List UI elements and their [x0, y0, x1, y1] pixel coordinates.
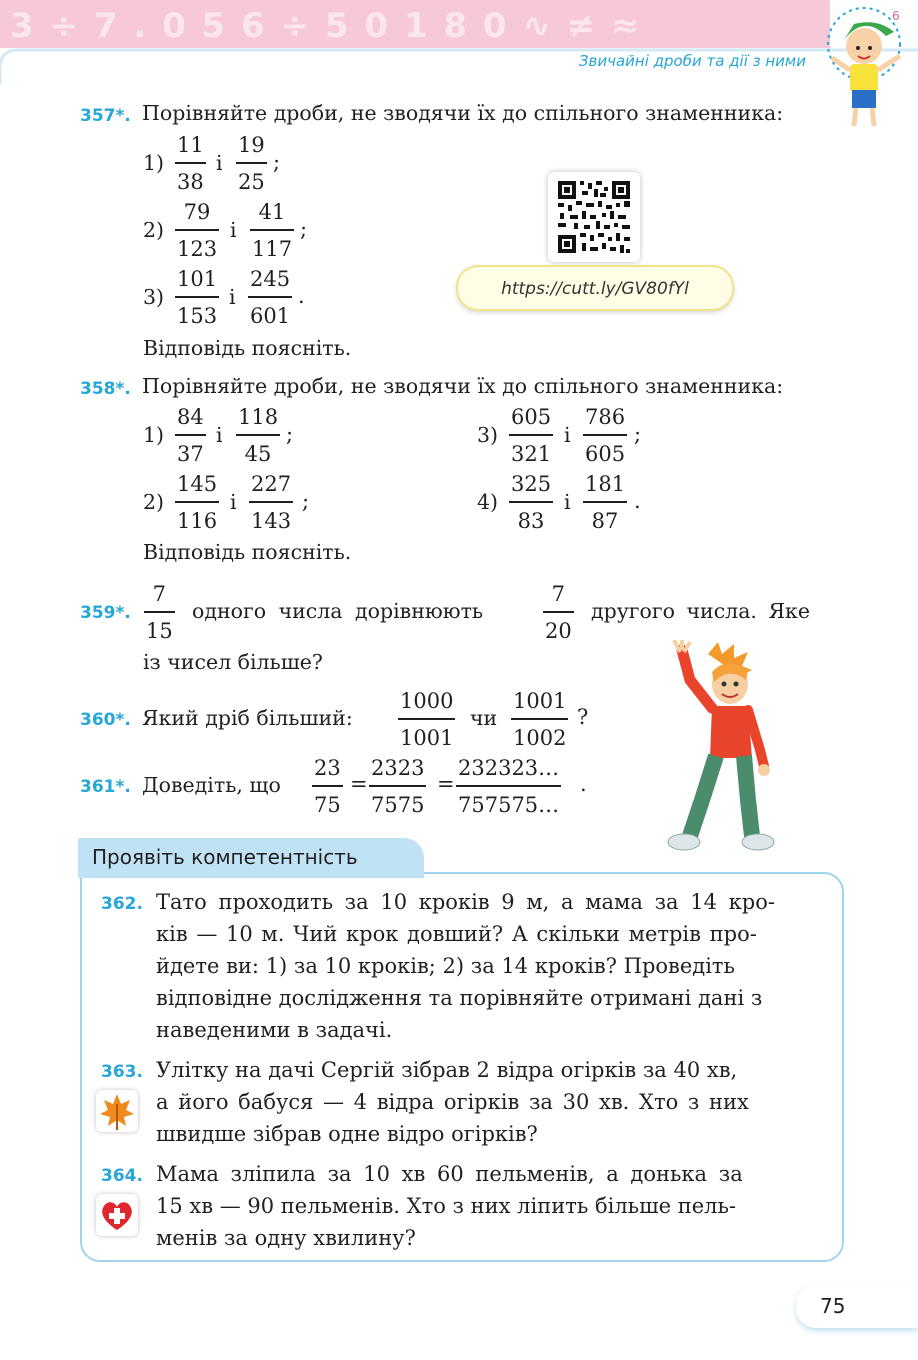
equals-sign: =: [437, 772, 455, 796]
fraction: 7 15: [146, 582, 173, 643]
fraction: 19 25: [238, 133, 265, 194]
and-word: і: [229, 285, 236, 309]
and-word: і: [564, 490, 571, 514]
item-label: 1): [143, 151, 165, 175]
fraction: 2323 7575: [371, 756, 425, 817]
problem-360-text: Який дріб більший:: [142, 706, 353, 730]
problem-359-text-rest: другого числа. Яке: [591, 599, 810, 623]
item-label: 2): [143, 490, 165, 514]
problem-364-text: Мама зліпила за 10 хв 60 пельменів, а донька за 15 хв — 90 пельменів. Хто з них ліпить більше пель- менів за одну хвилину?: [156, 1162, 743, 1250]
qr-link[interactable]: https://cutt.ly/GV80fYl: [501, 279, 689, 299]
problem-357-text: Порівняйте дроби, не зводячи їх до спільного знаменника:: [142, 101, 784, 125]
leaf-icon: [96, 1090, 138, 1132]
fraction: 11 38: [177, 133, 204, 194]
punctuation: ;: [286, 422, 294, 446]
punctuation: .: [580, 772, 587, 796]
problem-358-text: Порівняйте дроби, не зводячи їх до спільного знаменника:: [142, 374, 784, 398]
qr-link-box[interactable]: [456, 265, 734, 311]
and-word: і: [216, 151, 223, 175]
item-label: 1): [143, 423, 165, 447]
fraction: 232323… 757575…: [458, 756, 560, 817]
header-decor-strip: [0, 0, 830, 48]
punctuation: .: [634, 489, 641, 513]
explain-text: Відповідь поясніть.: [143, 540, 352, 564]
problem-number-360: 360*.: [80, 710, 131, 730]
item-label: 3): [143, 285, 165, 309]
problem-359-line2: із чисел більше?: [143, 650, 323, 674]
item-label: 4): [477, 490, 499, 514]
problem-359-text-mid: одного числа дорівнюють: [192, 599, 484, 623]
fraction: 84 37: [177, 405, 204, 466]
problem-number-364: 364.: [101, 1166, 143, 1186]
fraction: 245 601: [250, 267, 291, 328]
and-word: і: [564, 423, 571, 447]
page-number: 75: [820, 1294, 846, 1318]
punctuation: ?: [577, 705, 589, 729]
explain-text: Відповідь поясніть.: [143, 336, 352, 360]
fraction: 1001 1002: [513, 689, 567, 750]
punctuation: ;: [273, 150, 281, 174]
and-word: і: [216, 423, 223, 447]
boy-illustration: [660, 640, 778, 852]
problem-number-363: 363.: [101, 1062, 143, 1082]
punctuation: ;: [302, 489, 310, 513]
competence-title: Проявіть компетентність: [92, 845, 358, 869]
fraction: 227 143: [251, 472, 292, 533]
problem-number-358: 358*.: [80, 379, 131, 399]
or-word: чи: [470, 706, 498, 730]
problem-number-362: 362.: [101, 894, 143, 914]
and-word: і: [230, 218, 237, 242]
problem-363-text: Улітку на дачі Сергій зібрав 2 відра огірків за 40 хв, а його бабуся — 4 відра огірків за 30 хв. Хто з них швидше зібрав одне відро огірків?: [156, 1058, 749, 1146]
heart-health-icon: [96, 1194, 138, 1236]
fraction: 118 45: [238, 405, 279, 466]
fraction: 41 117: [252, 200, 293, 261]
chapter-title: Звичайні дроби та дії з ними: [578, 52, 806, 70]
and-word: і: [230, 490, 237, 514]
problem-number-357: 357*.: [80, 106, 131, 126]
mascot-illustration: [824, 4, 910, 132]
punctuation: ;: [634, 422, 642, 446]
header-decor-text: 3 ÷ 7 . 0 5 6 ÷ 5 0 1 8 0 ∿ ≠ ≈: [10, 6, 642, 46]
problem-361-text: Доведіть, що: [142, 773, 281, 797]
fraction: 605 321: [511, 405, 552, 466]
fraction: 79 123: [177, 200, 218, 261]
fraction: 145 116: [177, 472, 218, 533]
fraction: 786 605: [585, 405, 626, 466]
equals-sign: =: [350, 772, 368, 796]
item-label: 3): [477, 423, 499, 447]
qr-code-icon: [556, 179, 632, 255]
item-label: 2): [143, 218, 165, 242]
fraction: 181 87: [585, 472, 626, 533]
fraction: 7 20: [545, 582, 572, 643]
fraction: 1000 1001: [400, 689, 454, 750]
problem-362-text: Тато проходить за 10 кроків 9 м, а мама за 14 кро- ків — 10 м. Чий крок довший? А скільки метрів про- йдете ви: 1) за 10 кроків; 2) за 14 кроків? Проведіть відповідне дослідження та порівняйте отримані дані з наведеними в задачі.: [156, 890, 775, 1042]
qr-code[interactable]: [548, 172, 640, 262]
punctuation: .: [298, 284, 305, 308]
fraction: 325 83: [511, 472, 552, 533]
fraction: 23 75: [314, 756, 341, 817]
svg-text:6: 6: [892, 9, 900, 23]
page-number-tab: [796, 1284, 918, 1328]
punctuation: ;: [300, 217, 308, 241]
problem-number-361: 361*.: [80, 777, 131, 797]
fraction: 101 153: [177, 267, 218, 328]
problem-number-359: 359*.: [80, 603, 131, 623]
